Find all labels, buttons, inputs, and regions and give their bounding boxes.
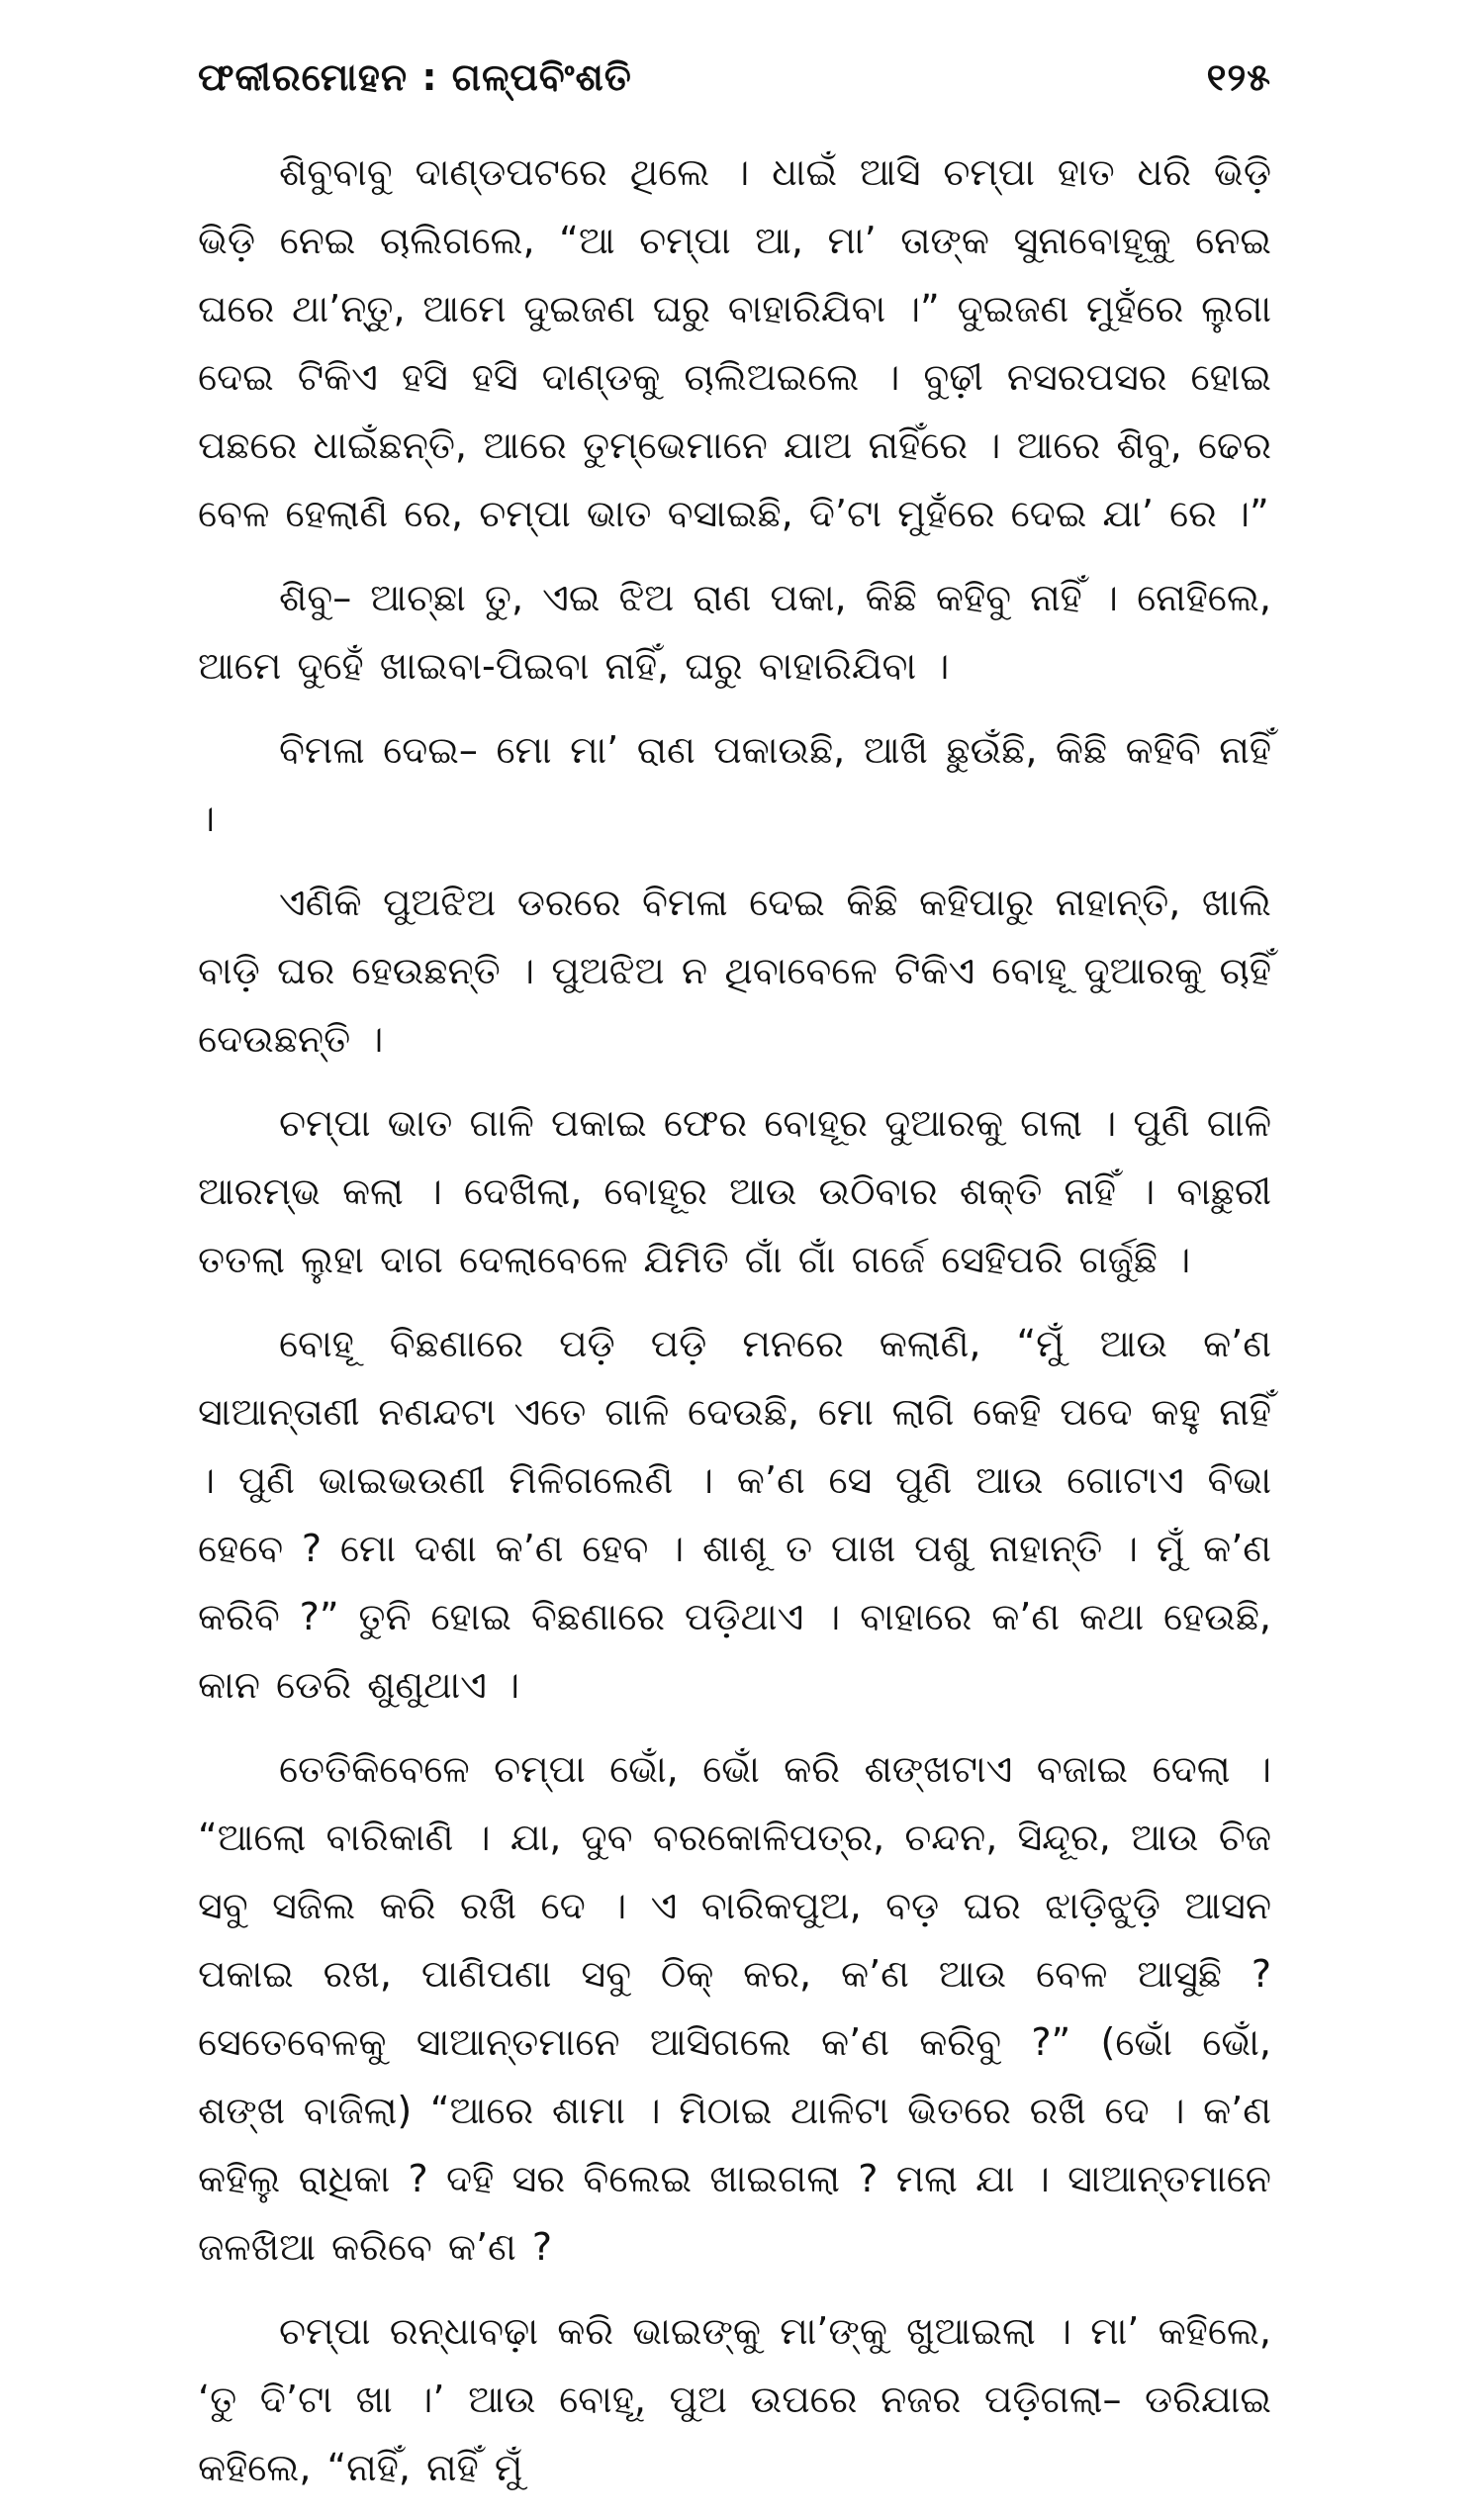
page-number: ୧୨୫ bbox=[1206, 54, 1271, 99]
paragraph-3: ବିମଳା ଦେଇ– ମୋ ମା’ ରାଣ ପକାଉଛି, ଆଖି ଛୁଉଁଛି, କିଛି କହିବି ନାହିଁ । bbox=[198, 728, 1271, 840]
paragraph-1: ଶିବୁବାବୁ ଦାଣ୍ଡପଟରେ ଥିଲେ । ଧାଇଁ ଆସି ଚମ୍ପା ହାତ ଧରି ଭିଡ଼ି ଭିଡ଼ି ନେଇ ଚାଲିଗଲେ, “ଆ ଚମ୍ପା ଆ, ମା’ ତାଙ୍କ ସୁନାବୋହୂକୁ ନେଇ ଘରେ ଥା’ନ୍ତୁ, ଆମେ ଦୁଇଜଣ ଘରୁ ବାହାରିଯିବା ।” ଦୁଇଜଣ ମୁହଁରେ ଲୁଗା ଦେଇ ଟିକିଏ ହସି ହସି ଦାଣ୍ଡକୁ ଚାଲିଅଇଲେ । ବୁଢ଼ୀ ନସରପସର ହୋଇ ପଛରେ ଧାଇଁଛନ୍ତି, ଆରେ ତୁମ୍ଭେମାନେ ଯାଅ ନାହିଁରେ । ଆରେ ଶିବୁ, ଢେର ବେଳ ହେଲାଣି ରେ, ଚମ୍ପା ଭାତ ବସାଇଛି, ଦି’ଟା ମୁହଁରେ ଦେଇ ଯା’ ରେ ।” bbox=[198, 150, 1271, 535]
paragraph-5: ଚମ୍ପା ଭାତ ଗାଳି ପକାଇ ଫେର ବୋହୂର ଦୁଆରକୁ ଗଲା । ପୁଣି ଗାଳି ଆରମ୍ଭ କଲା । ଦେଖିଲା, ବୋହୂର ଆଉ ଉଠିବାର ଶକ୍ତି ନାହିଁ । ବାଛୁରୀ ତତଲା ଲୁହା ଦାଗ ଦେଲାବେଳେ ଯିମିତି ଗାଁ ଗାଁ ଗର୍ଜେ ସେହିପରି ଗର୍ଜୁଛି । bbox=[198, 1101, 1271, 1281]
paragraph-8: ଚମ୍ପା ରନ୍ଧାବଢ଼ା କରି ଭାଇଙ୍କୁ ମା’ଙ୍କୁ ଖୁଆଇଲା । ମା’ କହିଲେ, ‘ତୁ ଦି’ଟା ଖା ।’ ଆଉ ବୋହୂ, ପୁଅ ଉପରେ ନଜର ପଡ଼ିଗଲା– ଡରିଯାଇ କହିଲେ, “ନାହିଁ, ନାହିଁ ମୁଁ bbox=[198, 2309, 1271, 2489]
paragraph-7: ତେତିକିବେଳେ ଚମ୍ପା ଭୋଁ, ଭୋଁ କରି ଶଙ୍ଖଟାଏ ବଜାଇ ଦେଲା । “ଆଲୋ ବାରିକାଣି । ଯା, ଦୁବ ବରକୋଳିପତ୍ର, ଚନ୍ଦନ, ସିନ୍ଦୂର, ଆଉ ଚିଜ ସବୁ ସଜିଲ କରି ରଖି ଦେ । ଏ ବାରିକପୁଅ, ବଡ଼ ଘର ଝାଡ଼ିଝୁଡ଼ି ଆସନ ପକାଇ ରଖ, ପାଣିପଣା ସବୁ ଠିକ୍ କର, କ’ଣ ଆଉ ବେଳ ଆସୁଛି ? ସେତେବେଳକୁ ସାଆନ୍ତମାନେ ଆସିଗଲେ କ’ଣ କରିବୁ ?” (ଭୋଁ ଭୋଁ, ଶଙ୍ଖ ବାଜିଲା) “ଆରେ ଶାମା । ମିଠାଇ ଥାଳିଟା ଭିତରେ ରଖି ଦେ । କ’ଣ କହିଲୁ ରାଧିକା ? ଦହି ସର ବିଲେଇ ଖାଇଗଲା ? ମଲା ଯା । ସାଆନ୍ତମାନେ ଜଳଖିଆ କରିବେ କ’ଣ ? bbox=[198, 1747, 1271, 2269]
body-text bbox=[198, 139, 1271, 2518]
paragraph-6: ବୋହୂ ବିଛଣାରେ ପଡ଼ି ପଡ଼ି ମନରେ କଲାଣି, “ମୁଁ ଆଉ କ’ଣ ସାଆନ୍ତାଣୀ ନଣନ୍ଦଟା ଏତେ ଗାଳି ଦେଉଛି, ମୋ ଲାଗି କେହି ପଦେ କହୁ ନାହିଁ । ପୁଣି ଭାଇଭଉଣୀ ମିଳିଗଲେଣି । କ’ଣ ସେ ପୁଣି ଆଉ ଗୋଟାଏ ବିଭା ହେବେ ? ମୋ ଦଶା କ’ଣ ହେବ । ଶାଶୂ ତ ପାଖ ପଶୁ ନାହାନ୍ତି । ମୁଁ କ’ଣ କରିବି ?” ତୁନି ହୋଇ ବିଛଣାରେ ପଡ଼ିଥାଏ । ବାହାରେ କ’ଣ କଥା ହେଉଛି, କାନ ଡେରି ଶୁଣୁଥାଏ । bbox=[198, 1322, 1271, 1707]
running-head bbox=[198, 47, 1271, 107]
paragraph-4: ଏଣିକି ପୁଅଝିଅ ଡରରେ ବିମଳା ଦେଇ କିଛି କହିପାରୁ ନାହାନ୍ତି, ଖାଲି ବାଡ଼ି ଘର ହେଉଛନ୍ତି । ପୁଅଝିଅ ନ ଥିବାବେଳେ ଟିକିଏ ବୋହୂ ଦୁଆରକୁ ଚାହିଁ ଦେଉଛନ୍ତି । bbox=[198, 881, 1271, 1061]
paragraph-2: ଶିବୁ– ଆଚ୍ଛା ତୁ, ଏଇ ଝିଅ ରାଣ ପକା, କିଛି କହିବୁ ନାହିଁ । ନୋହିଲେ, ଆମେ ଦୁହେଁ ଖାଇବା-ପିଇବା ନାହିଁ, ଘରୁ ବାହାରିଯିବା । bbox=[198, 576, 1271, 688]
running-title: ଫକୀରମୋହନ : ଗଳ୍ପବିଂଶତି bbox=[198, 54, 632, 99]
